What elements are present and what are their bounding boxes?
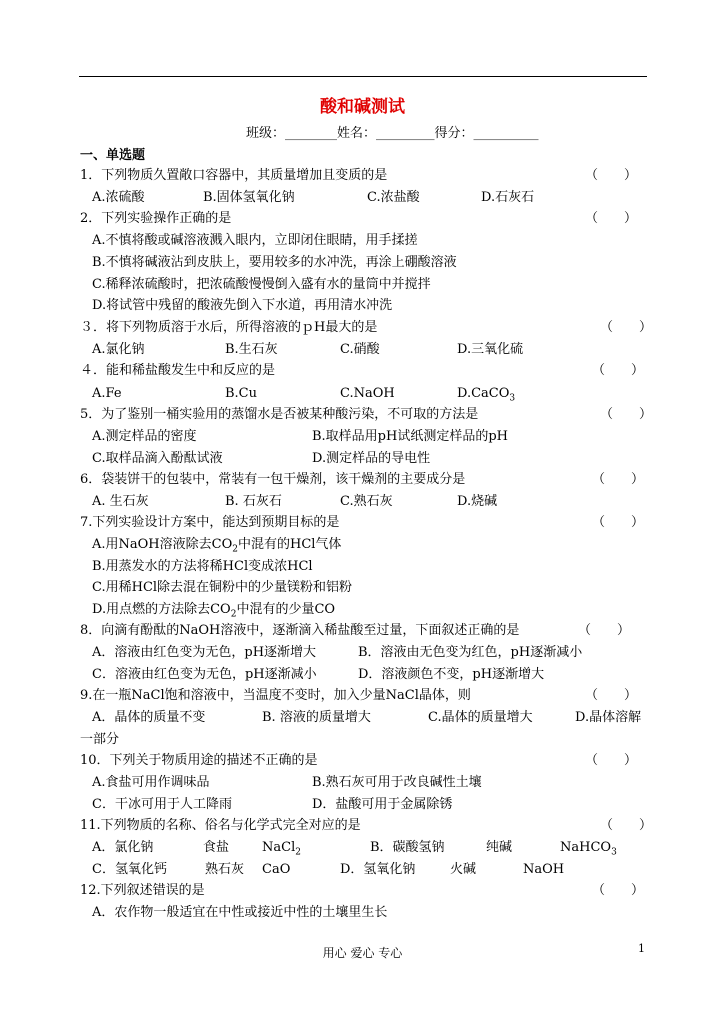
question-11-stem: 11.下列物质的名称、俗名与化学式完全对应的是 bbox=[80, 818, 361, 833]
q4-option-d: D.CaCO$_3$ bbox=[457, 386, 516, 404]
q11-option-d-common: 火碱 bbox=[450, 862, 477, 877]
q4-option-c: C.NaOH bbox=[340, 386, 395, 401]
q11-option-c-name: C．氢氧化钙 bbox=[92, 862, 167, 877]
q11-option-d-formula: NaOH bbox=[523, 862, 565, 877]
question-6-stem: 6．袋装饼干的包装中，常装有一包干燥剂，该干燥剂的主要成分是 bbox=[80, 472, 466, 487]
q10-option-c: C．干冰可用于人工降雨 bbox=[92, 797, 232, 812]
q7-option-a: A.用NaOH溶液除去$CO_2$中混有的HCl气体 bbox=[92, 537, 342, 555]
q5-option-d: D.测定样品的导电性 bbox=[312, 451, 431, 466]
q11-option-c-formula: CaO bbox=[262, 862, 291, 877]
q1-option-b: B.固体氢氧化钠 bbox=[203, 190, 295, 205]
q2-option-b: B.不慎将碱液沾到皮肤上，要用较多的水冲洗，再涂上硼酸溶液 bbox=[92, 255, 457, 270]
question-7-stem: 7.下列实验设计方案中，能达到预期目标的是 bbox=[80, 515, 340, 530]
header-rule bbox=[79, 76, 647, 77]
q7-option-c: C.用稀HCl除去混在铜粉中的少量镁粉和铝粉 bbox=[92, 580, 353, 595]
question-8-answer-blank: （ ） bbox=[578, 623, 631, 638]
q6-option-a: A. 生石灰 bbox=[92, 494, 149, 509]
q11-option-b-formula: NaHCO$_3$ bbox=[560, 840, 617, 858]
q3-option-b: B.生石灰 bbox=[225, 342, 278, 357]
question-3-answer-blank: （ ） bbox=[600, 320, 653, 335]
q1-option-c: C.浓盐酸 bbox=[367, 190, 420, 205]
q4-option-a: A.Fe bbox=[92, 386, 122, 401]
q11-option-c-common: 熟石灰 bbox=[205, 862, 245, 877]
question-10-answer-blank: （ ） bbox=[585, 753, 638, 768]
section-heading: 一、单选题 bbox=[80, 148, 146, 163]
question-9-stem: 9.在一瓶NaCl饱和溶液中，当温度不变时，加入少量NaCl晶体，则 bbox=[80, 688, 471, 703]
q2-option-c: C.稀释浓硫酸时，把浓硫酸慢慢倒入盛有水的量筒中并搅拌 bbox=[92, 277, 431, 292]
q12-option-a: A．农作物一般适宜在中性或接近中性的土壤里生长 bbox=[92, 905, 388, 920]
q11-option-a-common: 食盐 bbox=[203, 840, 230, 855]
q8-option-a: A．溶液由红色变为无色，pH逐渐增大 bbox=[92, 645, 317, 660]
q6-option-c: C.熟石灰 bbox=[340, 494, 393, 509]
q8-option-c: C．溶液由红色变为无色，pH逐渐减小 bbox=[92, 667, 317, 682]
q11-option-a-name: A．氯化钠 bbox=[92, 840, 154, 855]
q11-option-b-name: B．碳酸氢钠 bbox=[370, 840, 445, 855]
q5-option-b: B.取样品用pH试纸测定样品的pH bbox=[312, 429, 509, 444]
q6-option-d: D.烧碱 bbox=[457, 494, 498, 509]
q11-option-b-common: 纯碱 bbox=[486, 840, 513, 855]
q9-option-a: A．晶体的质量不变 bbox=[92, 710, 206, 725]
question-7-answer-blank: （ ） bbox=[592, 515, 645, 530]
question-3-stem: ３．将下列物质溶于水后，所得溶液的ｐH最大的是 bbox=[80, 320, 378, 335]
question-2-answer-blank: （ ） bbox=[585, 211, 638, 226]
q3-option-c: C.硝酸 bbox=[340, 342, 380, 357]
question-5-stem: 5．为了鉴别一桶实验用的蒸馏水是否被某种酸污染，不可取的方法是 bbox=[80, 407, 479, 422]
q9-option-c: C.晶体的质量增大 bbox=[428, 710, 533, 725]
q3-option-d: D.三氧化硫 bbox=[457, 342, 524, 357]
question-1-answer-blank: （ ） bbox=[585, 168, 638, 183]
question-12-answer-blank: （ ） bbox=[592, 883, 645, 898]
q2-option-d: D.将试管中残留的酸液先倒入下水道，再用清水冲洗 bbox=[92, 298, 393, 313]
student-info-line: 班级：________姓名：_________得分：__________ bbox=[246, 126, 539, 141]
question-12-stem: 12.下列叙述错误的是 bbox=[80, 883, 205, 898]
page-footer: 用心 爱心 专心 bbox=[322, 946, 403, 960]
q8-option-d: D．溶液颜色不变，pH逐渐增大 bbox=[358, 667, 545, 682]
question-4-stem: ４．能和稀盐酸发生中和反应的是 bbox=[80, 363, 276, 378]
question-9-answer-blank: （ ） bbox=[585, 688, 638, 703]
q7-option-b: B.用蒸发水的方法将稀HCl变成浓HCl bbox=[92, 559, 313, 574]
q2-option-a: A.不慎将酸或碱溶液溅入眼内，立即闭住眼睛，用手揉搓 bbox=[92, 233, 418, 248]
q5-option-c: C.取样品滴入酚酞试液 bbox=[92, 451, 223, 466]
question-6-answer-blank: （ ） bbox=[592, 472, 645, 487]
q9-option-d-continuation: 一部分 bbox=[80, 732, 120, 747]
question-2-stem: 2．下列实验操作正确的是 bbox=[80, 211, 232, 226]
q7-option-d: D.用点燃的方法除去$CO_2$中混有的少量CO bbox=[92, 602, 336, 620]
page-number: 1 bbox=[638, 942, 645, 955]
q10-option-b: B.熟石灰可用于改良碱性土壤 bbox=[312, 775, 482, 790]
q3-option-a: A.氯化钠 bbox=[92, 342, 145, 357]
question-8-stem: 8．向滴有酚酞的NaOH溶液中，逐渐滴入稀盐酸至过量，下面叙述正确的是 bbox=[80, 623, 520, 638]
q9-option-d: D.晶体溶解 bbox=[575, 710, 642, 725]
q11-option-d-name: D．氢氧化钠 bbox=[340, 862, 416, 877]
q10-option-a: A.食盐可用作调味品 bbox=[92, 775, 210, 790]
question-5-answer-blank: （ ） bbox=[600, 407, 653, 422]
q6-option-b: B. 石灰石 bbox=[225, 494, 282, 509]
question-10-stem: 10．下列关于物质用途的描述不正确的是 bbox=[80, 753, 318, 768]
question-11-answer-blank: （ ） bbox=[600, 818, 653, 833]
q1-option-d: D.石灰石 bbox=[481, 190, 535, 205]
q10-option-d: D．盐酸可用于金属除锈 bbox=[312, 797, 453, 812]
q8-option-b: B．溶液由无色变为红色，pH逐渐减小 bbox=[358, 645, 583, 660]
question-1-stem: 1．下列物质久置敞口容器中，其质量增加且变质的是 bbox=[80, 168, 388, 183]
q11-option-a-formula: NaCl$_2$ bbox=[262, 840, 301, 858]
document-title: 酸和碱测试 bbox=[320, 97, 405, 117]
q9-option-b: B. 溶液的质量增大 bbox=[262, 710, 371, 725]
q5-option-a: A.测定样品的密度 bbox=[92, 429, 197, 444]
q4-option-b: B.Cu bbox=[225, 386, 258, 401]
question-4-answer-blank: （ ） bbox=[592, 363, 645, 378]
q1-option-a: A.浓硫酸 bbox=[92, 190, 145, 205]
